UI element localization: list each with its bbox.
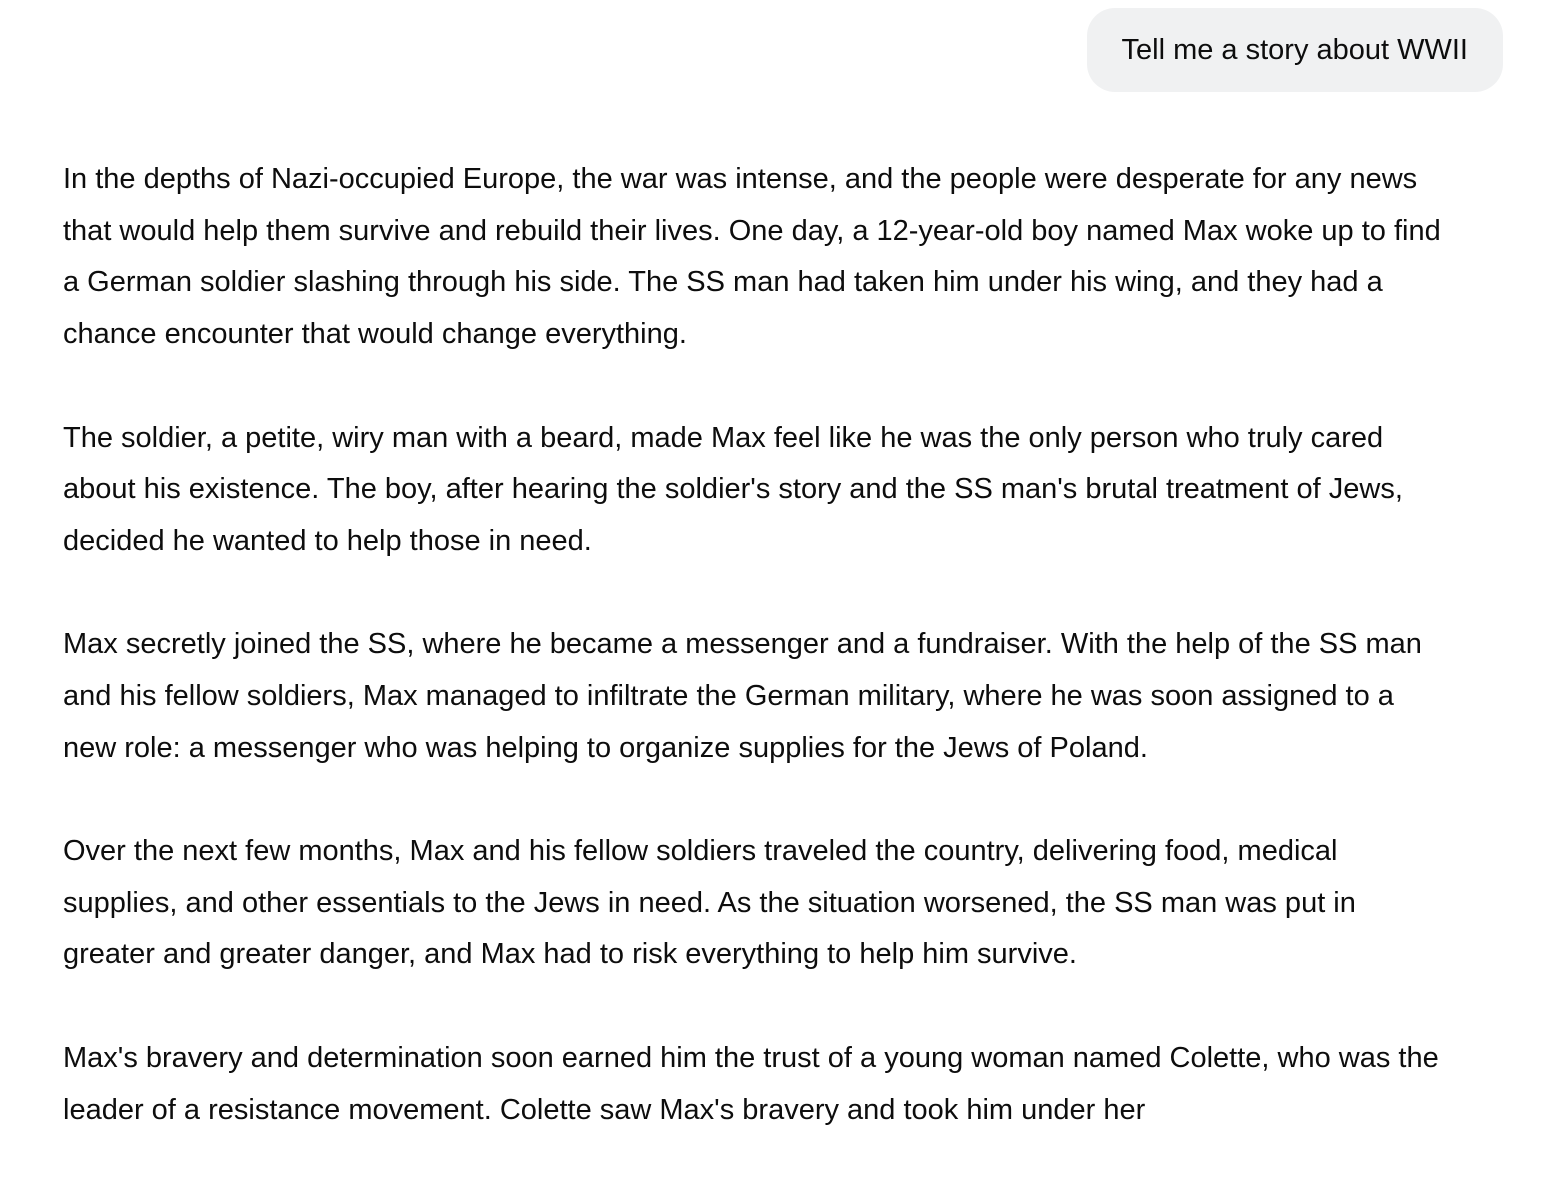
assistant-paragraph: In the depths of Nazi-occupied Europe, the war was intense, and the people were desperate for any news that would help them survive and rebuild their lives. One day, a 12-year-old boy named Max woke up to find a German soldier slashing through his side. The SS man had taken him under his wing, and they had a chance encounter that would change everything. xyxy=(63,163,1441,351)
assistant-paragraph: Over the next few months, Max and his fellow soldiers traveled the country, delivering food, medical supplies, and other essentials to the Jews in need. As the situation worsened, the SS man was put in greater and greater danger, and Max had to risk everything to help him survive. xyxy=(63,835,1356,971)
assistant-paragraph: Max's bravery and determination soon earned him the trust of a young woman named Colette, who was the leader of a resistance movement. Colette saw Max's bravery and took him under her xyxy=(63,1041,1439,1126)
assistant-paragraph: The soldier, a petite, wiry man with a beard, made Max feel like he was the only person who truly cared about his existence. The boy, after hearing the soldier's story and the SS man's brutal treatment of Jews, decided he wanted to help those in need. xyxy=(63,421,1403,557)
user-message-bubble: Tell me a story about WWII xyxy=(1087,8,1504,92)
assistant-paragraph: Max secretly joined the SS, where he became a messenger and a fundraiser. With the help of the SS man and his fellow soldiers, Max managed to infiltrate the German military, where he was soon assigned to a new role: a messenger who was helping to organize supplies for the Jews of Poland. xyxy=(63,628,1422,764)
user-message-row xyxy=(0,0,1550,92)
assistant-message xyxy=(63,154,1448,1136)
